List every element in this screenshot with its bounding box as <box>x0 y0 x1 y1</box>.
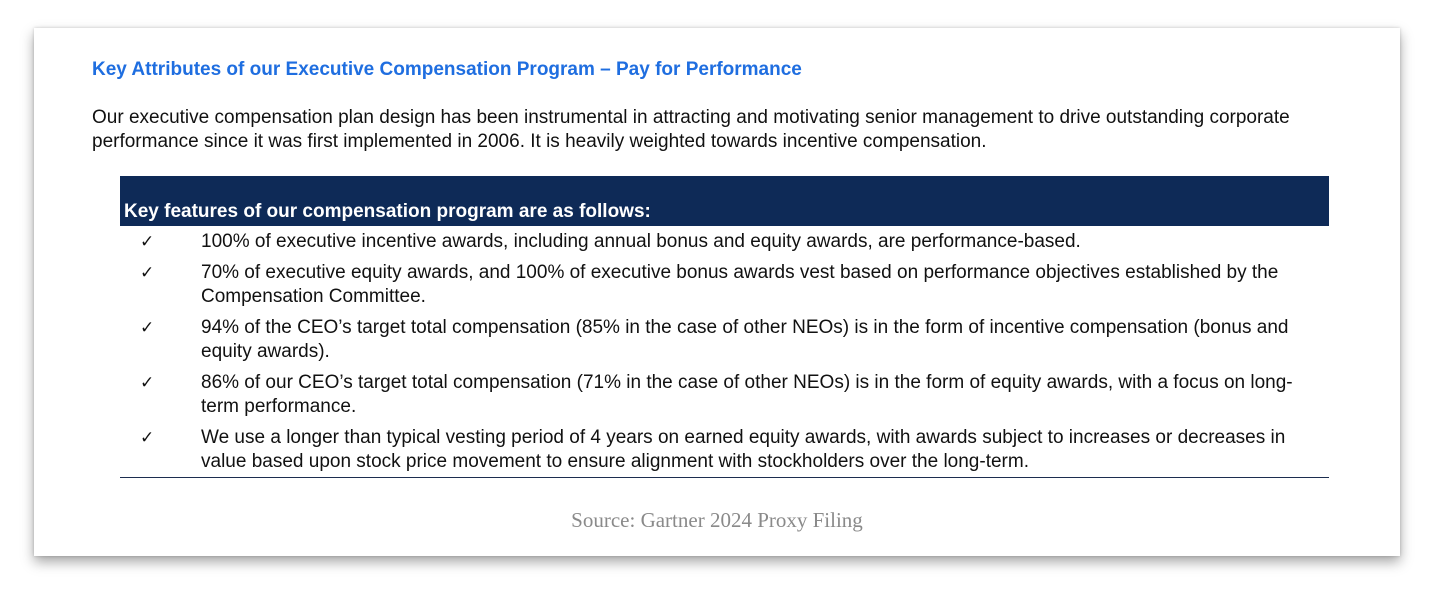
feature-item <box>120 371 1329 419</box>
features-header-band <box>120 176 1329 226</box>
feature-text: 86% of our CEO’s target total compensation (71% in the case of other NEOs) is in the form of equity awards, with a focus on long-term performance. <box>201 372 1293 417</box>
feature-text: 94% of the CEO’s target total compensation (85% in the case of other NEOs) is in the form of incentive compensation (bonus and equity awards). <box>201 317 1289 362</box>
features-table <box>120 176 1329 478</box>
feature-text: 100% of executive incentive awards, including annual bonus and equity awards, are performance-based. <box>201 231 1081 252</box>
checkmark-icon: ✓ <box>140 263 155 283</box>
checkmark-icon: ✓ <box>140 373 155 393</box>
section-title: Key Attributes of our Executive Compensation Program – Pay for Performance <box>92 59 802 80</box>
feature-item <box>120 316 1329 364</box>
features-header-label: Key features of our compensation program are as follows: <box>124 201 651 222</box>
document-card <box>34 28 1400 556</box>
checkmark-icon: ✓ <box>140 428 155 448</box>
source-caption: Source: Gartner 2024 Proxy Filing <box>571 508 863 532</box>
feature-text: We use a longer than typical vesting period of 4 years on earned equity awards, with awards subject to increases or decreases in value based upon stock price movement to ensure alignment with stockholders over the long-term. <box>201 427 1286 472</box>
feature-item <box>120 426 1329 474</box>
feature-text: 70% of executive equity awards, and 100% of executive bonus awards vest based on performance objectives established by the Compensation Committee. <box>201 262 1279 307</box>
checkmark-icon: ✓ <box>140 318 155 338</box>
feature-item <box>120 230 1329 254</box>
feature-list <box>120 226 1329 477</box>
checkmark-icon: ✓ <box>140 232 155 252</box>
intro-paragraph: Our executive compensation plan design has been instrumental in attracting and motivating senior management to drive outstanding corporate performance since it was first implemented in 2006. It is heavily weighted towards incentive compensation. <box>92 107 1290 152</box>
feature-item <box>120 261 1329 309</box>
